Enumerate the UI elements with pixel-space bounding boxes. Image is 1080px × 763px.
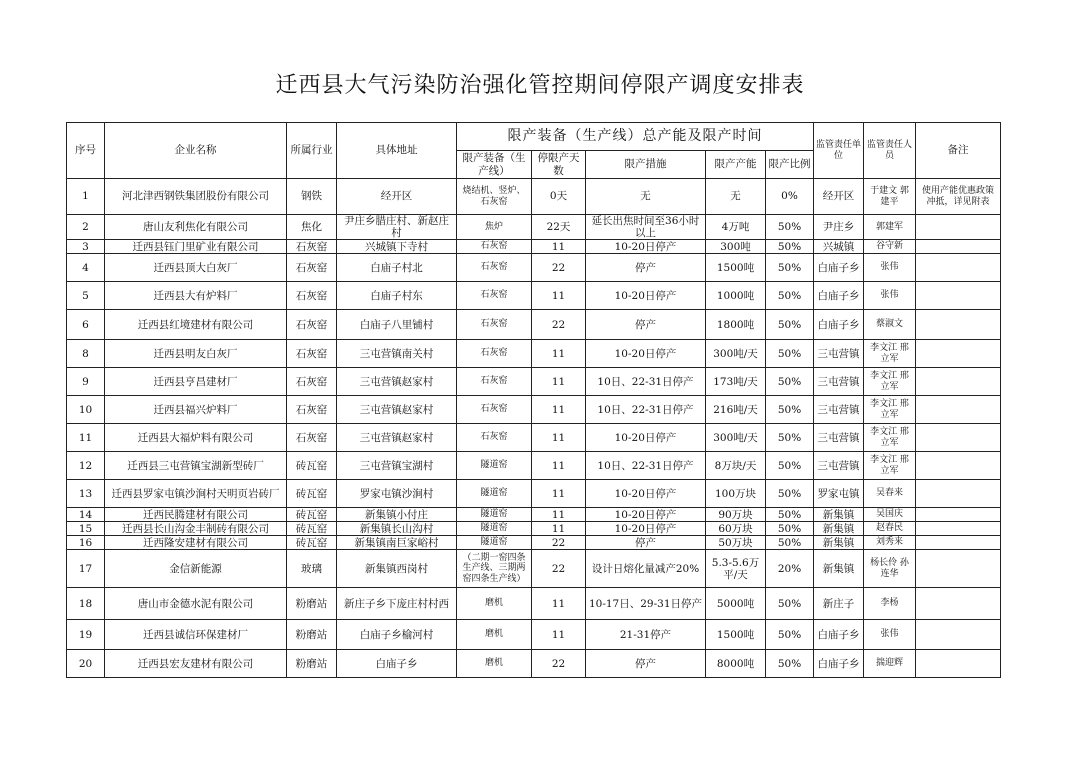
cell-equip: 隧道窑 [457, 522, 532, 536]
cell-industry: 石灰窑 [287, 240, 337, 254]
header-ratio: 限产比例 [766, 151, 814, 179]
cell-ratio: 50% [766, 650, 814, 678]
cell-capacity: 1500吨 [706, 620, 766, 650]
cell-equip: 石灰窑 [457, 310, 532, 340]
header-seq: 序号 [67, 123, 105, 179]
cell-equip: 烧结机、竖炉、石灰窑 [457, 179, 532, 215]
cell-equip: 石灰窑 [457, 424, 532, 452]
cell-measure: 10-20日停产 [586, 508, 706, 522]
header-equip: 限产装备（生产线） [457, 151, 532, 179]
header-unit: 监管责任单位 [814, 123, 864, 179]
header-group: 限产装备（生产线）总产能及限产时间 [457, 123, 814, 151]
cell-unit: 三屯营镇 [814, 424, 864, 452]
cell-address: 三屯营镇南关村 [337, 340, 457, 368]
table-row [67, 215, 1001, 240]
table-row [67, 550, 1001, 588]
cell-address: 兴城镇下寺村 [337, 240, 457, 254]
cell-person: 赵春民 [864, 522, 916, 536]
cell-capacity: 1000吨 [706, 282, 766, 310]
cell-person: 揣迎辉 [864, 650, 916, 678]
cell-ratio: 50% [766, 452, 814, 480]
cell-equip: 焦炉 [457, 215, 532, 240]
cell-capacity: 100万块 [706, 480, 766, 508]
cell-seq: 19 [67, 620, 105, 650]
cell-equip: 石灰窑 [457, 282, 532, 310]
cell-days: 22 [532, 536, 586, 550]
cell-days: 11 [532, 480, 586, 508]
cell-ratio: 50% [766, 310, 814, 340]
header-company: 企业名称 [105, 123, 287, 179]
cell-measure: 10-17日、29-31日停产 [586, 588, 706, 620]
cell-ratio: 50% [766, 508, 814, 522]
cell-equip: （二期一窑四条生产线、三期两窑四条生产线） [457, 550, 532, 588]
cell-industry: 砖瓦窑 [287, 480, 337, 508]
cell-address: 三屯营镇赵家村 [337, 424, 457, 452]
cell-company: 唐山友利焦化有限公司 [105, 215, 287, 240]
cell-person: 蔡淑文 [864, 310, 916, 340]
cell-capacity: 4万吨 [706, 215, 766, 240]
cell-note [916, 340, 1001, 368]
cell-company: 迁西县罗家屯镇沙涧村天明页岩砖厂 [105, 480, 287, 508]
table-row [67, 650, 1001, 678]
cell-days: 11 [532, 424, 586, 452]
cell-days: 11 [532, 620, 586, 650]
cell-seq: 5 [67, 282, 105, 310]
cell-unit: 尹庄乡 [814, 215, 864, 240]
cell-equip: 石灰窑 [457, 240, 532, 254]
cell-address: 新集镇西岗村 [337, 550, 457, 588]
cell-days: 0天 [532, 179, 586, 215]
cell-equip: 隧道窑 [457, 508, 532, 522]
table-row [67, 620, 1001, 650]
cell-industry: 砖瓦窑 [287, 508, 337, 522]
cell-industry: 石灰窑 [287, 424, 337, 452]
cell-note [916, 480, 1001, 508]
cell-company: 河北津西钢铁集团股份有限公司 [105, 179, 287, 215]
cell-note [916, 240, 1001, 254]
cell-note [916, 368, 1001, 396]
cell-days: 22天 [532, 215, 586, 240]
cell-days: 22 [532, 254, 586, 282]
cell-person: 于建文 郭建平 [864, 179, 916, 215]
header-measure: 限产措施 [586, 151, 706, 179]
cell-person: 郭建军 [864, 215, 916, 240]
cell-seq: 3 [67, 240, 105, 254]
cell-equip: 石灰窑 [457, 254, 532, 282]
table-row [67, 240, 1001, 254]
cell-seq: 14 [67, 508, 105, 522]
schedule-table [66, 122, 1001, 678]
cell-equip: 石灰窑 [457, 396, 532, 424]
cell-seq: 18 [67, 588, 105, 620]
cell-measure: 10日、22-31日停产 [586, 368, 706, 396]
cell-ratio: 0% [766, 179, 814, 215]
cell-person: 李文江 邢立军 [864, 424, 916, 452]
cell-seq: 12 [67, 452, 105, 480]
cell-note [916, 396, 1001, 424]
cell-seq: 1 [67, 179, 105, 215]
cell-note [916, 522, 1001, 536]
cell-address: 三屯营镇赵家村 [337, 368, 457, 396]
cell-measure: 10日、22-31日停产 [586, 452, 706, 480]
cell-unit: 新集镇 [814, 508, 864, 522]
cell-equip: 隧道窑 [457, 536, 532, 550]
cell-person: 吴春来 [864, 480, 916, 508]
cell-capacity: 5000吨 [706, 588, 766, 620]
cell-measure: 10-20日停产 [586, 282, 706, 310]
table-row [67, 522, 1001, 536]
cell-industry: 玻璃 [287, 550, 337, 588]
cell-person: 李杨 [864, 588, 916, 620]
cell-note [916, 254, 1001, 282]
cell-address: 白庙子乡 [337, 650, 457, 678]
cell-days: 11 [532, 240, 586, 254]
cell-ratio: 50% [766, 588, 814, 620]
table-row [67, 480, 1001, 508]
cell-capacity: 50万块 [706, 536, 766, 550]
cell-address: 罗家屯镇沙涧村 [337, 480, 457, 508]
cell-company: 迁西县诚信环保建材厂 [105, 620, 287, 650]
table-row [67, 424, 1001, 452]
cell-address: 白庙子乡榆河村 [337, 620, 457, 650]
cell-equip: 石灰窑 [457, 368, 532, 396]
cell-days: 11 [532, 588, 586, 620]
cell-person: 杨长伶 孙连华 [864, 550, 916, 588]
cell-company: 迁西民腾建材有限公司 [105, 508, 287, 522]
cell-note [916, 650, 1001, 678]
cell-unit: 新集镇 [814, 522, 864, 536]
cell-ratio: 50% [766, 282, 814, 310]
cell-address: 尹庄乡腊庄村、新赵庄村 [337, 215, 457, 240]
cell-capacity: 5.3-5.6万平/天 [706, 550, 766, 588]
cell-unit: 兴城镇 [814, 240, 864, 254]
cell-unit: 白庙子乡 [814, 650, 864, 678]
cell-person: 张伟 [864, 282, 916, 310]
cell-ratio: 50% [766, 368, 814, 396]
cell-industry: 砖瓦窑 [287, 522, 337, 536]
cell-industry: 石灰窑 [287, 254, 337, 282]
cell-company: 迁西县宏友建材有限公司 [105, 650, 287, 678]
cell-note [916, 215, 1001, 240]
cell-unit: 白庙子乡 [814, 620, 864, 650]
cell-equip: 磨机 [457, 650, 532, 678]
cell-days: 22 [532, 550, 586, 588]
page-title: 迁西县大气污染防治强化管控期间停限产调度安排表 [275, 73, 805, 98]
header-person: 监管责任人员 [864, 123, 916, 179]
cell-unit: 三屯营镇 [814, 396, 864, 424]
cell-unit: 经开区 [814, 179, 864, 215]
cell-address: 三屯营镇赵家村 [337, 396, 457, 424]
table-row [67, 340, 1001, 368]
cell-measure: 10-20日停产 [586, 480, 706, 508]
cell-note: 使用产能优惠政策冲抵，详见附表 [916, 179, 1001, 215]
cell-unit: 白庙子乡 [814, 310, 864, 340]
cell-company: 迁西县红境建材有限公司 [105, 310, 287, 340]
cell-measure: 停产 [586, 254, 706, 282]
table-row [67, 282, 1001, 310]
cell-company: 迁西县顶大白灰厂 [105, 254, 287, 282]
cell-measure: 10-20日停产 [586, 240, 706, 254]
cell-address: 新集镇长山沟村 [337, 522, 457, 536]
cell-equip: 磨机 [457, 588, 532, 620]
cell-person: 李文江 邢立军 [864, 452, 916, 480]
cell-days: 11 [532, 396, 586, 424]
cell-measure: 停产 [586, 310, 706, 340]
cell-seq: 10 [67, 396, 105, 424]
cell-address: 经开区 [337, 179, 457, 215]
cell-measure: 10日、22-31日停产 [586, 396, 706, 424]
cell-company: 迁西县钰门里矿业有限公司 [105, 240, 287, 254]
cell-note [916, 508, 1001, 522]
cell-industry: 石灰窑 [287, 396, 337, 424]
cell-address: 白庙子八里铺村 [337, 310, 457, 340]
cell-note [916, 588, 1001, 620]
cell-seq: 15 [67, 522, 105, 536]
cell-address: 三屯营镇宝湖村 [337, 452, 457, 480]
cell-company: 迁西隆安建材有限公司 [105, 536, 287, 550]
header-industry: 所属行业 [287, 123, 337, 179]
cell-days: 22 [532, 310, 586, 340]
cell-capacity: 60万块 [706, 522, 766, 536]
cell-industry: 砖瓦窑 [287, 536, 337, 550]
cell-measure: 10-20日停产 [586, 522, 706, 536]
cell-person: 谷守新 [864, 240, 916, 254]
cell-seq: 13 [67, 480, 105, 508]
cell-unit: 新庄子 [814, 588, 864, 620]
cell-company: 迁西县大福炉料有限公司 [105, 424, 287, 452]
cell-capacity: 216吨/天 [706, 396, 766, 424]
cell-seq: 11 [67, 424, 105, 452]
table-body [67, 179, 1001, 678]
cell-industry: 石灰窑 [287, 340, 337, 368]
header-address: 具体地址 [337, 123, 457, 179]
table-row [67, 368, 1001, 396]
table-row [67, 310, 1001, 340]
cell-capacity: 1800吨 [706, 310, 766, 340]
cell-equip: 隧道窑 [457, 480, 532, 508]
cell-ratio: 50% [766, 240, 814, 254]
cell-measure: 10-20日停产 [586, 340, 706, 368]
cell-days: 11 [532, 368, 586, 396]
cell-days: 11 [532, 452, 586, 480]
cell-company: 迁西县三屯营镇宝湖新型砖厂 [105, 452, 287, 480]
cell-measure: 停产 [586, 536, 706, 550]
cell-capacity: 90万块 [706, 508, 766, 522]
cell-ratio: 50% [766, 480, 814, 508]
cell-unit: 新集镇 [814, 550, 864, 588]
cell-seq: 2 [67, 215, 105, 240]
cell-unit: 三屯营镇 [814, 340, 864, 368]
cell-company: 唐山市金德水泥有限公司 [105, 588, 287, 620]
cell-company: 迁西县明友白灰厂 [105, 340, 287, 368]
cell-industry: 粉磨站 [287, 650, 337, 678]
cell-note [916, 310, 1001, 340]
cell-ratio: 50% [766, 522, 814, 536]
cell-unit: 罗家屯镇 [814, 480, 864, 508]
cell-person: 张伟 [864, 254, 916, 282]
cell-note [916, 536, 1001, 550]
cell-person: 李文江 邢立军 [864, 340, 916, 368]
cell-note [916, 550, 1001, 588]
cell-ratio: 50% [766, 340, 814, 368]
cell-seq: 9 [67, 368, 105, 396]
cell-capacity: 1500吨 [706, 254, 766, 282]
cell-company: 迁西县长山沟金丰制砖有限公司 [105, 522, 287, 536]
cell-industry: 砖瓦窑 [287, 452, 337, 480]
cell-industry: 钢铁 [287, 179, 337, 215]
cell-capacity: 300吨/天 [706, 424, 766, 452]
cell-measure: 10-20日停产 [586, 424, 706, 452]
cell-address: 新集镇南巨家峪村 [337, 536, 457, 550]
header-capacity: 限产产能 [706, 151, 766, 179]
cell-capacity: 8万块/天 [706, 452, 766, 480]
cell-unit: 三屯营镇 [814, 452, 864, 480]
cell-equip: 石灰窑 [457, 340, 532, 368]
cell-measure: 无 [586, 179, 706, 215]
cell-industry: 粉磨站 [287, 620, 337, 650]
cell-ratio: 50% [766, 215, 814, 240]
cell-note [916, 282, 1001, 310]
cell-person: 刘秀来 [864, 536, 916, 550]
cell-unit: 新集镇 [814, 536, 864, 550]
cell-address: 新庄子乡下庞庄村村西 [337, 588, 457, 620]
cell-address: 白庙子村北 [337, 254, 457, 282]
cell-person: 张伟 [864, 620, 916, 650]
cell-ratio: 50% [766, 254, 814, 282]
cell-seq: 17 [67, 550, 105, 588]
cell-company: 迁西县福兴炉料厂 [105, 396, 287, 424]
cell-capacity: 173吨/天 [706, 368, 766, 396]
cell-capacity: 300吨/天 [706, 340, 766, 368]
cell-company: 金信新能源 [105, 550, 287, 588]
cell-days: 11 [532, 282, 586, 310]
cell-person: 李文江 邢立军 [864, 368, 916, 396]
cell-days: 22 [532, 650, 586, 678]
cell-company: 迁西县亨昌建材厂 [105, 368, 287, 396]
table-row [67, 396, 1001, 424]
header-days: 停限产天数 [532, 151, 586, 179]
cell-industry: 石灰窑 [287, 310, 337, 340]
cell-measure: 21-31停产 [586, 620, 706, 650]
cell-days: 11 [532, 522, 586, 536]
cell-capacity: 8000吨 [706, 650, 766, 678]
cell-measure: 设计日熔化量减产20% [586, 550, 706, 588]
table-row [67, 179, 1001, 215]
cell-industry: 石灰窑 [287, 282, 337, 310]
cell-capacity: 无 [706, 179, 766, 215]
cell-unit: 白庙子乡 [814, 254, 864, 282]
table-row [67, 254, 1001, 282]
cell-seq: 20 [67, 650, 105, 678]
cell-measure: 延长出焦时间至36小时以上 [586, 215, 706, 240]
cell-address: 白庙子村东 [337, 282, 457, 310]
cell-unit: 三屯营镇 [814, 368, 864, 396]
cell-measure: 停产 [586, 650, 706, 678]
cell-industry: 粉磨站 [287, 588, 337, 620]
cell-seq: 6 [67, 310, 105, 340]
table-row [67, 452, 1001, 480]
cell-industry: 焦化 [287, 215, 337, 240]
cell-seq: 16 [67, 536, 105, 550]
cell-equip: 磨机 [457, 620, 532, 650]
cell-person: 李文江 邢立军 [864, 396, 916, 424]
cell-address: 新集镇小付庄 [337, 508, 457, 522]
cell-ratio: 20% [766, 550, 814, 588]
table-row [67, 588, 1001, 620]
cell-capacity: 300吨 [706, 240, 766, 254]
cell-seq: 4 [67, 254, 105, 282]
cell-company: 迁西县大有炉料厂 [105, 282, 287, 310]
cell-note [916, 424, 1001, 452]
cell-ratio: 50% [766, 424, 814, 452]
cell-ratio: 50% [766, 620, 814, 650]
cell-days: 11 [532, 508, 586, 522]
cell-equip: 隧道窑 [457, 452, 532, 480]
cell-ratio: 50% [766, 396, 814, 424]
cell-unit: 白庙子乡 [814, 282, 864, 310]
cell-note [916, 620, 1001, 650]
cell-note [916, 452, 1001, 480]
cell-seq: 8 [67, 340, 105, 368]
header-note: 备注 [916, 123, 1001, 179]
cell-person: 吴国庆 [864, 508, 916, 522]
table-row [67, 508, 1001, 522]
cell-industry: 石灰窑 [287, 368, 337, 396]
cell-days: 11 [532, 340, 586, 368]
table-row [67, 536, 1001, 550]
cell-ratio: 50% [766, 536, 814, 550]
